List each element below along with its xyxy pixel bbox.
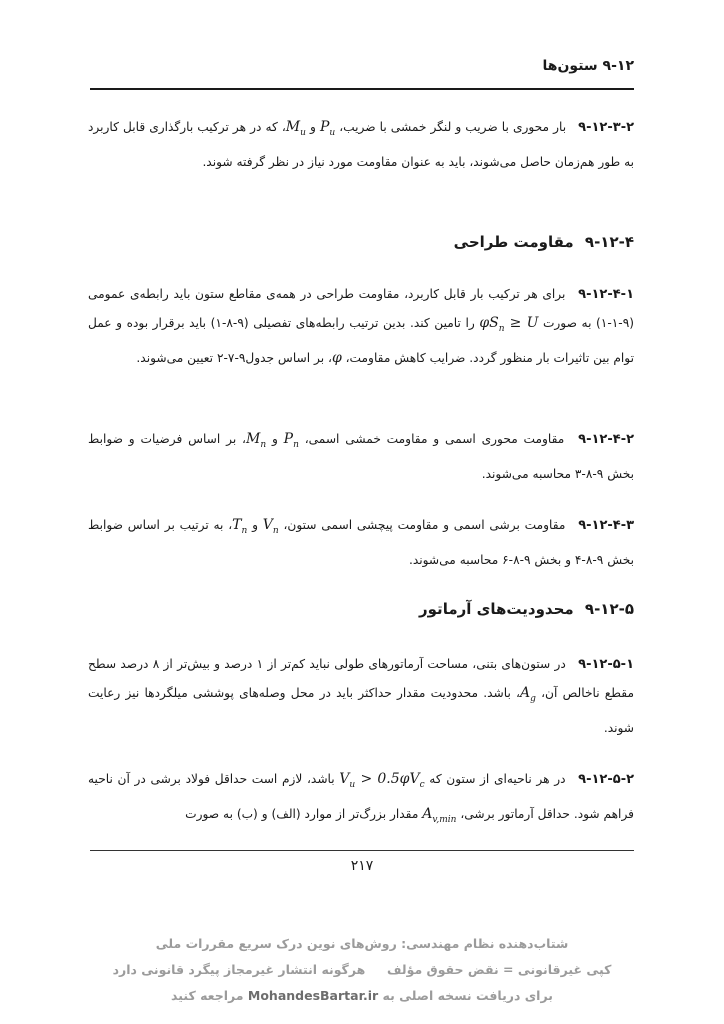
- section-heading-design-strength: [88, 233, 634, 251]
- section-title: مقاومت طراحی: [453, 233, 574, 251]
- watermark-text: برای دریافت نسخه اصلی به: [382, 988, 553, 1003]
- section-number: ۹-۱۲-۵: [584, 600, 634, 618]
- watermark-site-link[interactable]: MohandesBartar.ir: [247, 988, 379, 1003]
- clause-number: ۹-۱۲-۵-۲: [578, 772, 635, 787]
- running-head: ۹-۱۲ ستون‌ها: [542, 58, 634, 74]
- text: ، بر اساس فرضیات و ضوابط بخش ۹-۸-۳ محاسبه می‌شوند.: [88, 432, 634, 481]
- paragraph-9-12-3-2: [88, 113, 634, 177]
- section-number: ۹-۱۲-۴: [584, 233, 634, 251]
- text: و: [271, 432, 278, 446]
- footer-rule: [90, 850, 634, 851]
- paragraph-9-12-4-1: [88, 280, 634, 373]
- page-number: ۲۱۷: [350, 858, 374, 874]
- section-title: محدودیت‌های آرماتور: [419, 600, 574, 618]
- text: ، که در هر ترکیب بارگذاری قابل کاربرد به طور هم‌زمان حاصل می‌شوند، باید به عنوان مقاومت مورد نیاز در نظر گرفته شوند.: [88, 120, 634, 169]
- text: را تامین کند. بدین ترتیب رابطه‌های تفصیلی (۹-۸-۱) باید برقرار بوده و عمل توام بین تاثیرات بار منظور گردد. ضرایب کاهش مقاومت،: [88, 316, 634, 365]
- paragraph-9-12-4-2: [88, 425, 634, 489]
- paragraph-9-12-5-2: [88, 765, 634, 835]
- math-ag: $A_g$: [520, 685, 536, 704]
- math-phi: φ: [331, 349, 342, 366]
- watermark-line-1: شتاب‌دهنده نظام مهندسی: روش‌های نوین درک سریع مقررات ملی: [155, 936, 569, 951]
- math-phi-sn-ge-u: $\varphi S_n \ge U$: [479, 315, 539, 334]
- math-tn: $T_n$: [232, 517, 248, 536]
- clause-number: ۹-۱۲-۴-۱: [578, 287, 634, 302]
- math-pn: $P_n$: [283, 431, 299, 450]
- math-av-min: $A_{v,min}$: [422, 805, 457, 825]
- text: ، باشد. محدودیت مقدار حداکثر باید در محل وصله‌های پوششی میلگردها نیز رعایت شوند.: [88, 686, 634, 735]
- text: در ستون‌های بتنی، مساحت آرماتورهای طولی نباید کم‌تر از ۱ درصد و بیش‌تر از ۸ درصد سطح مقطع ناخالص آن،: [88, 657, 634, 700]
- watermark-text: مراجعه کنید: [171, 988, 244, 1003]
- paragraph-9-12-5-1: [88, 650, 634, 743]
- text: ، به ترتیب بر اساس ضوابط بخش ۹-۸-۴ و بخش ۹-۸-۶ محاسبه می‌شوند.: [88, 518, 634, 567]
- text: ، بر اساس جدول۹-۷-۲ تعیین می‌شوند.: [136, 350, 332, 365]
- math-mu: $M_u$: [285, 119, 306, 138]
- text: و: [252, 518, 258, 532]
- section-heading-reinforcement-limits: [88, 600, 634, 618]
- paragraph-9-12-4-3: [88, 511, 634, 575]
- text: و: [309, 120, 316, 134]
- math-mn: $M_n$: [245, 431, 267, 450]
- clause-number: ۹-۱۲-۴-۳: [578, 518, 635, 533]
- text: مقدار بزرگ‌تر از موارد (الف) و (ب) به صورت: [185, 806, 419, 821]
- math-vn: $V_n$: [262, 517, 279, 536]
- text: در هر ناحیه‌ای از ستون که: [429, 772, 566, 786]
- math-vu-gt-half-phi-vc: $V_u > 0.5\varphi V_c$: [339, 771, 425, 790]
- header-rule: [90, 88, 634, 90]
- text: باشد، لازم است حداقل فولاد برشی در آن ناحیه فراهم شود. حداقل آرماتور برشی،: [88, 772, 634, 821]
- watermark-line-2: کپی غیرقانونی = نقض حقوق مؤلف هرگونه انتشار غیرمجاز پیگرد قانونی دارد: [112, 962, 612, 977]
- clause-number: ۹-۱۲-۳-۲: [578, 120, 635, 135]
- text: مقاومت برشی اسمی و مقاومت پیچشی اسمی ستون،: [283, 518, 566, 532]
- text: مقاومت محوری اسمی و مقاومت خمشی اسمی،: [304, 432, 565, 446]
- math-pu: $P_u$: [319, 119, 336, 138]
- watermark-line-3: [0, 988, 724, 1003]
- clause-number: ۹-۱۲-۵-۱: [578, 657, 635, 672]
- text: برای هر ترکیب بار قابل کاربرد، مقاومت طراحی در همه‌ی مقاطع ستون باید رابطه‌ی عمومی (۹-۱-۱) به صورت: [88, 287, 635, 330]
- clause-number: ۹-۱۲-۴-۲: [578, 432, 635, 447]
- text: بار محوری با ضریب و لنگر خمشی با ضریب،: [339, 120, 567, 134]
